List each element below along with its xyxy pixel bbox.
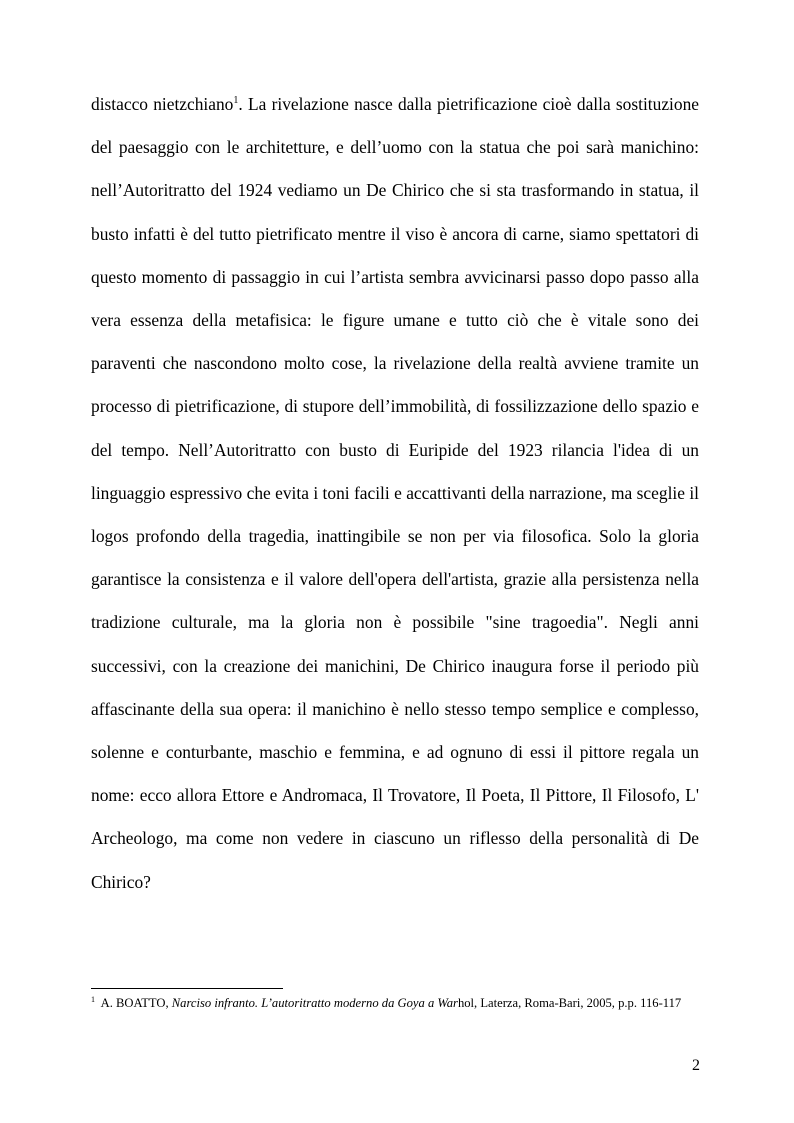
footnote — [91, 995, 691, 1012]
paragraph-text-start: distacco nietzchiano — [91, 94, 234, 114]
body-paragraph — [91, 83, 699, 904]
footnote-title: Narciso infranto. L’autoritratto moderno da Goya a War — [171, 996, 458, 1010]
footnote-details: hol, Laterza, Roma-Bari, 2005, p.p. 116-117 — [457, 996, 682, 1010]
page-number: 2 — [692, 1057, 700, 1074]
footnote-number: 1 — [91, 995, 95, 1004]
footnote-author: A. BOATTO, — [100, 996, 172, 1010]
footnote-separator — [91, 988, 283, 989]
paragraph-text-rest: . La rivelazione nasce dalla pietrificazione cioè dalla sostituzione del paesaggio con le architetture, e dell’uomo con la statua che poi sarà manichino: nell’Autoritratto del 1924 vediamo un De Chirico che si sta trasformando in statua, il busto infatti è del tutto pietrificato mentre il viso è ancora di carne, siamo spettatori di questo momento di passaggio in cui l’artista sembra avvicinarsi passo dopo passo alla vera essenza della metafisica: le figure umane e tutto ciò che è vitale sono dei paraventi che nascondono molto cose, la rivelazione della realtà avviene tramite un processo di pietrificazione, di stupore dell’immobilità, di fossilizzazione dello spazio e del tempo. Nell’Autoritratto con busto di Euripide del 1923 rilancia l'idea di un linguaggio espressivo che evita i toni facili e accattivanti della narrazione, ma sceglie il logos profondo della tragedia, inattingibile se non per via filosofica. Solo la gloria garantisce la consistenza e il valore dell'opera dell'artista, grazie alla persistenza nella tradizione culturale, ma la gloria non è possibile "sine tragoedia". Negli anni successivi, con la creazione dei manichini, De Chirico inaugura forse il periodo più affascinante della sua opera: il manichino è nello stesso tempo semplice e complesso, solenne e conturbante, maschio e femmina, e ad ognuno di essi il pittore regala un nome: ecco allora Ettore e Andromaca, Il Trovatore, Il Poeta, Il Pittore, Il Filosofo, L' Archeologo, ma come non vedere in ciascuno un riflesso della personalità di De Chirico? — [91, 94, 699, 892]
footnote-reference[interactable]: 1 — [233, 95, 239, 106]
